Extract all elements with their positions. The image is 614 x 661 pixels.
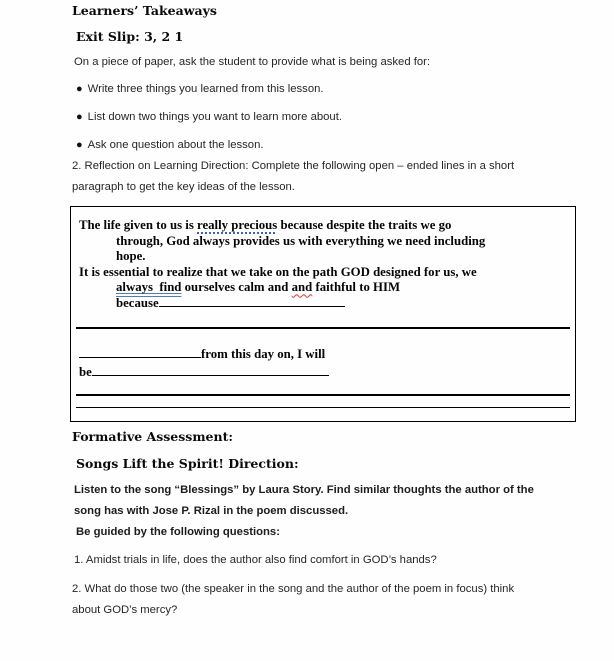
box-paragraph-line [116,296,567,312]
fill-in-blank-line [79,355,201,358]
box-text: because despite the traits we go [277,218,452,232]
box-paragraph-line [79,363,567,381]
bullet-text: Write three things you learned from this lesson. [87,83,324,95]
paragraph-line: 2. What do those two (the speaker in the song and the author of the poem in focus) think [72,583,515,595]
divider-line [76,394,570,396]
paragraph-line: paragraph to get the key ideas of the lesson. [72,181,295,193]
bullet-text: Ask one question about the lesson. [87,139,264,151]
question-1: 1. Amidst trials in life, does the author also find comfort in GOD’s hands? [74,554,437,566]
fill-in-blank-line [92,373,329,376]
box-paragraph-line: through, God always provides us with everything we need including [116,233,486,248]
divider-line [76,327,570,329]
paragraph-line: about GOD’s mercy? [72,604,178,616]
heading-formative-assessment: Formative Assessment: [72,429,233,444]
listen-instruction-paragraph [74,480,578,522]
reflection-direction-paragraph [72,156,578,198]
heading-exit-slip: Exit Slip: 3, 2 1 [76,29,184,44]
heading-learners-takeaways: Learners’ Takeaways [72,3,217,18]
bullet-item [76,82,578,96]
box-text: faithful to HIM [312,280,401,295]
grammar-check-underline: always find [116,280,182,295]
paragraph-line: song has with Jose P. Rizal in the poem discussed. [74,505,349,517]
reflection-answer-box [70,206,576,422]
box-text: be [79,364,92,379]
box-text: from this day on, I will [201,346,326,361]
box-paragraph-line [79,345,567,363]
bullet-item [76,110,578,124]
paragraph-line: 2. Reflection on Learning Direction: Complete the following open – ended lines in a short [72,160,515,172]
grammar-suggestion-underline: really precious [197,218,278,232]
guided-questions-label: Be guided by the following questions: [76,526,280,538]
heading-songs-lift-the-spirit: Songs Lift the Spirit! Direction: [76,456,299,471]
divider-line [76,407,570,408]
bullet-icon: ● [76,111,83,123]
intro-paragraph: On a piece of paper, ask the student to provide what is being asked for: [74,56,431,68]
paragraph-line: Listen to the song “Blessings” by Laura Story. Find similar thoughts the author of the [74,484,534,496]
bullet-item [76,138,578,152]
spellcheck-underline: and [291,280,313,295]
box-paragraph-line: hope. [116,249,146,264]
box-text: ourselves calm and [181,280,292,295]
bullet-text: List down two things you want to learn more about. [87,111,342,123]
box-paragraph-line [79,218,567,234]
box-paragraph-line: It is essential to realize that we take on the path GOD designed for us, we [79,264,477,279]
box-paragraph-line [116,280,567,296]
bullet-icon: ● [76,83,83,95]
fill-in-blank-line [159,304,345,307]
box-text: The life given to us is [79,218,198,232]
question-2 [72,579,578,621]
box-text: because [116,295,159,310]
bullet-icon: ● [76,139,83,151]
